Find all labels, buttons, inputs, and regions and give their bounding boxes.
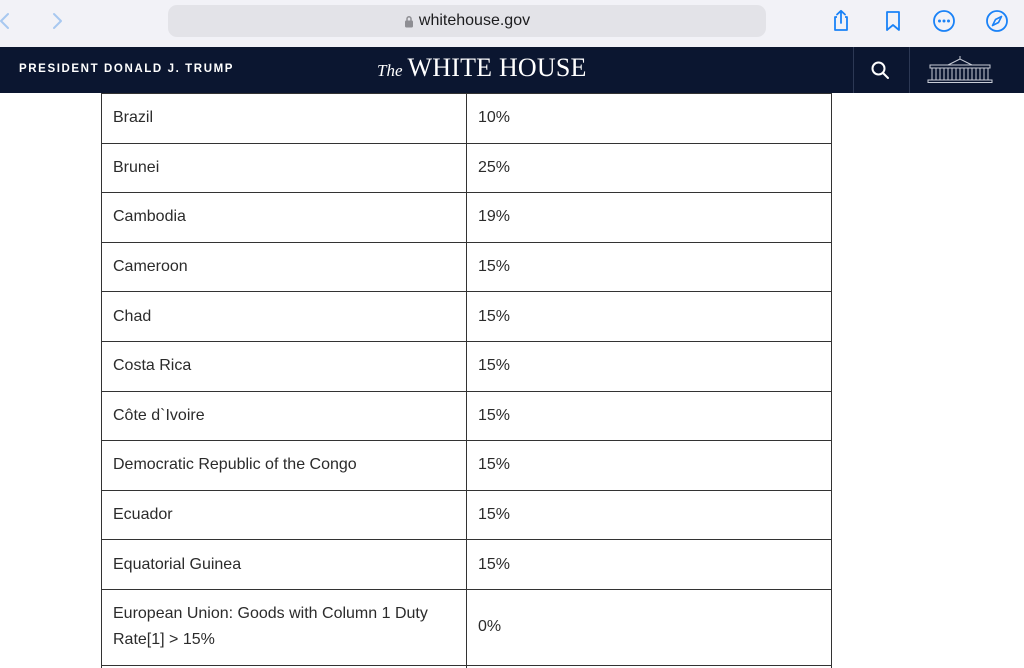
rate-cell: 19% [467, 193, 832, 243]
white-house-building-icon[interactable] [926, 56, 994, 84]
table-row [102, 589, 832, 665]
browser-toolbar [0, 0, 1024, 47]
rate-cell: 15% [467, 292, 832, 342]
url-text: whitehouse.gov [418, 12, 531, 29]
table-row [102, 391, 832, 441]
country-cell: Costa Rica [102, 341, 467, 391]
table-row [102, 490, 832, 540]
lock-icon [404, 15, 414, 28]
table-row [102, 341, 832, 391]
search-icon[interactable] [870, 60, 890, 80]
country-cell: Brazil [102, 94, 467, 144]
tariff-table [101, 93, 832, 668]
bookmark-icon[interactable] [881, 9, 905, 33]
header-divider [853, 47, 854, 93]
table-row [102, 441, 832, 491]
compass-icon[interactable] [985, 9, 1009, 33]
table-row [102, 143, 832, 193]
site-header [0, 47, 1024, 93]
country-cell: Cambodia [102, 193, 467, 243]
country-cell: Côte d`Ivoire [102, 391, 467, 441]
rate-cell: 10% [467, 94, 832, 144]
rate-cell: 25% [467, 143, 832, 193]
more-icon[interactable] [932, 9, 956, 33]
table-row [102, 540, 832, 590]
country-cell: Brunei [102, 143, 467, 193]
rate-cell: 15% [467, 341, 832, 391]
share-icon[interactable] [829, 9, 853, 33]
rate-cell: 15% [467, 391, 832, 441]
country-cell: Cameroon [102, 242, 467, 292]
site-logo[interactable] [377, 53, 587, 83]
rate-cell: 0% [467, 589, 832, 665]
table-row [102, 94, 832, 144]
table-row [102, 242, 832, 292]
table-row [102, 193, 832, 243]
address-bar[interactable] [168, 5, 766, 37]
brand-the: The [377, 61, 403, 80]
back-icon[interactable] [0, 10, 16, 32]
table-row [102, 292, 832, 342]
brand-main: WHITE HOUSE [407, 53, 587, 82]
rate-cell: 15% [467, 540, 832, 590]
header-divider [909, 47, 910, 93]
forward-icon[interactable] [46, 10, 68, 32]
rate-cell: 15% [467, 242, 832, 292]
country-cell: Chad [102, 292, 467, 342]
country-cell: Democratic Republic of the Congo [102, 441, 467, 491]
country-cell: Ecuador [102, 490, 467, 540]
president-link[interactable]: PRESIDENT DONALD J. TRUMP [19, 63, 235, 75]
country-cell: European Union: Goods with Column 1 Duty Rate[1] > 15% [102, 589, 467, 665]
rate-cell: 15% [467, 441, 832, 491]
rate-cell: 15% [467, 490, 832, 540]
country-cell: Equatorial Guinea [102, 540, 467, 590]
